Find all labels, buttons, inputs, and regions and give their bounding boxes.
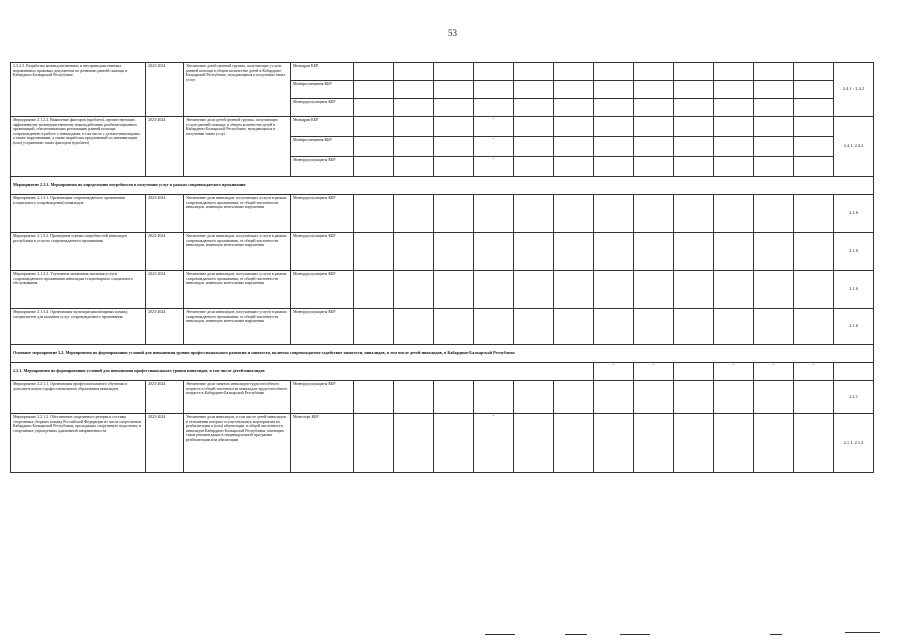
table-row [11, 271, 874, 309]
measure-description: Мероприятие 2.1.3.1. Организация сопровождаемого проживания (социального сопровождения) инвалидов [11, 195, 146, 233]
measure-executor: Минздрав КБР [291, 117, 354, 137]
table-row [11, 363, 874, 381]
measure-period: 2023-2024 [146, 233, 184, 271]
indicator-code: 2.4.1 - 2.4.2 [834, 63, 874, 117]
scan-artifact [845, 632, 880, 633]
dash-cell: - [474, 117, 514, 137]
scan-artifact [770, 634, 782, 635]
measure-executor: Минтрудсоцзащиты КБР [291, 195, 354, 233]
dash-cell: - [634, 363, 674, 381]
measure-description: Мероприятие 2.1.3.4. Организация мультидисциплинарных команд специалистов для оказания услуг сопровождаемого проживания [11, 309, 146, 345]
table-row [11, 309, 874, 345]
measure-period: 2023-2024 [146, 414, 184, 473]
measure-description: Мероприятие 2.2.1.2. Обеспечение спортивного резерва в составы спортивных сборных команд Российской Федерации из числа спортсменов Кабардино-Балкарской Республики, проходящих спортивную подготовку в спортивных учреждениях адаптивной направленности [11, 414, 146, 473]
measure-result: Увеличение доли инвалидов, получающих услуги в рамках сопровождаемого проживания, от общей численности инвалидов, имеющих ментальные нарушения [184, 309, 291, 345]
measure-executor: Минпросвещения КБР [291, 81, 354, 99]
measure-description: Мероприятие 2.2.1.1. Организация профессионального обучения и дополнительного профессионального образования инвалидов [11, 381, 146, 414]
measure-description: Мероприятие 2.1.2.4. Выявление факторов (проблем), препятствующих эффективному межведомственному взаимодействию реабилитационных организаций, обеспечивающих реализацию ранней помощи, сопровождению в работе с инвалидами, в том числе с детьми-инвалидами, а также нарушениями, а также выработка предложений по минимизации (или) устранению таких факторов (проблем) [11, 117, 146, 177]
measure-executor: Минпросвещения КБР [291, 137, 354, 157]
section-heading: Мероприятие 2.1.3. Мероприятия по определению потребности в получении услуг в рамках сопровождаемого проживания [11, 177, 874, 195]
indicator-code: 2.1.6 [834, 195, 874, 233]
measure-period: 2023-2024 [146, 195, 184, 233]
section-heading: Основное мероприятие 2.2. Мероприятия по формированию условий для повышения уровня профессионального развития и занятости, включая сопровождаемое содействие занятости, инвалидов, в том числе детей-инвалидов, в Кабардино-Балкарской Республике [11, 345, 874, 363]
indicator-code: 2.1.1, 2.1.2 [834, 414, 874, 473]
measure-executor: Минтрудсоцзащиты КБР [291, 99, 354, 117]
table-row [11, 233, 874, 271]
table-row [11, 414, 874, 473]
measure-result: Увеличение доли детей целевой группы, получающих услуги ранней помощи, в общем количестве детей в Кабардино-Балкарской Республике, нуждающихся в получении таких услуг [184, 117, 291, 177]
table-row [11, 63, 874, 81]
measure-result: Увеличение доли инвалидов, получающих услуги в рамках сопровождаемого проживания, от общей численности инвалидов, имеющих ментальные нарушения [184, 271, 291, 309]
dash-cell: - [474, 157, 514, 177]
measure-executor: Минтрудсоцзащиты КБР [291, 309, 354, 345]
measure-executor: Минспорт КБР [291, 414, 354, 473]
dash-cell: - [794, 363, 834, 381]
indicator-code: 2.1.6 [834, 309, 874, 345]
measure-period: 2023-2024 [146, 271, 184, 309]
page-number: 53 [448, 28, 457, 38]
measure-executor: Минтрудсоцзащиты КБР [291, 381, 354, 414]
measure-period: 2023-2024 [146, 381, 184, 414]
measure-result: Увеличение доли инвалидов, получающих услуги в рамках сопровождаемого проживания, от общей численности инвалидов, имеющих ментальные нарушения [184, 233, 291, 271]
measure-period: 2023-2024 [146, 63, 184, 117]
measure-result: Увеличение детей целевой группы, получающих услуги ранней помощи в общем количестве детей в Кабардино-Балкарской Республике, нуждающихся в получении таких услуг [184, 63, 291, 117]
table-row [11, 345, 874, 363]
dash-cell: - [594, 363, 634, 381]
measure-description: 2.3.2.3. Разработка межведомственных и внутриведомственных нормативных правовых документов по развитию ранней помощи в Кабардино-Балкарской Республике [11, 63, 146, 117]
table-row [11, 381, 874, 414]
indicator-code: 2.1.6 [834, 233, 874, 271]
indicator-code: 2.2.1 [834, 381, 874, 414]
measure-period: 2023-2024 [146, 117, 184, 177]
table-row [11, 177, 874, 195]
indicator-code: 2.4.1, 2.4.2 [834, 117, 874, 177]
table-row [11, 195, 874, 233]
scan-artifact [485, 634, 515, 635]
section-heading: 2.2.1. Мероприятия по формированию условий для повышения профессионального уровня инвалидов, в том числе детей-инвалидов [11, 363, 594, 381]
dash-cell: - [474, 137, 514, 157]
measure-period: 2023-2024 [146, 309, 184, 345]
measure-result: Увеличение доли инвалидов, в том числе детей-инвалидов, в отношении которых осуществлялись мероприятия по реабилитации и (или) абилитации, в общей численности инвалидов Кабардино-Балкарской Республики, имеющих такие рекомендации в индивидуальной программе реабилитации или абилитации [184, 414, 291, 473]
measure-description: Мероприятие 2.1.3.2. Проведение оценки потребностей инвалидов республики в услугах сопровождаемого проживания [11, 233, 146, 271]
measure-result: Увеличение доли инвалидов, получающих услуги в рамках сопровождаемого проживания, от общей численности инвалидов, имеющих ментальные нарушения [184, 195, 291, 233]
scan-artifact [620, 634, 650, 635]
measures-table [10, 62, 874, 473]
measure-executor: Минтрудсоцзащиты КБР [291, 271, 354, 309]
measure-executor: Минтрудсоцзащиты КБР [291, 157, 354, 177]
dash-cell: - [474, 414, 514, 473]
indicator-code: 2.1.6 [834, 271, 874, 309]
measure-executor: Минздрав КБР [291, 63, 354, 81]
scan-artifact [565, 634, 587, 635]
measure-description: Мероприятие 2.1.3.3. Улучшение механизма оказания услуги сопровождаемого проживания инвалидам стационарного социального обслуживания [11, 271, 146, 309]
measure-executor: Минтрудсоцзащиты КБР [291, 233, 354, 271]
table-row [11, 117, 874, 137]
dash-cell: - [714, 363, 754, 381]
measure-result: Увеличение доли занятых инвалидов трудоспособного возраста в общей численности инвалидов трудоспособного возраста в Кабардино-Балкарской Республике [184, 381, 291, 414]
dash-cell: - [754, 363, 794, 381]
